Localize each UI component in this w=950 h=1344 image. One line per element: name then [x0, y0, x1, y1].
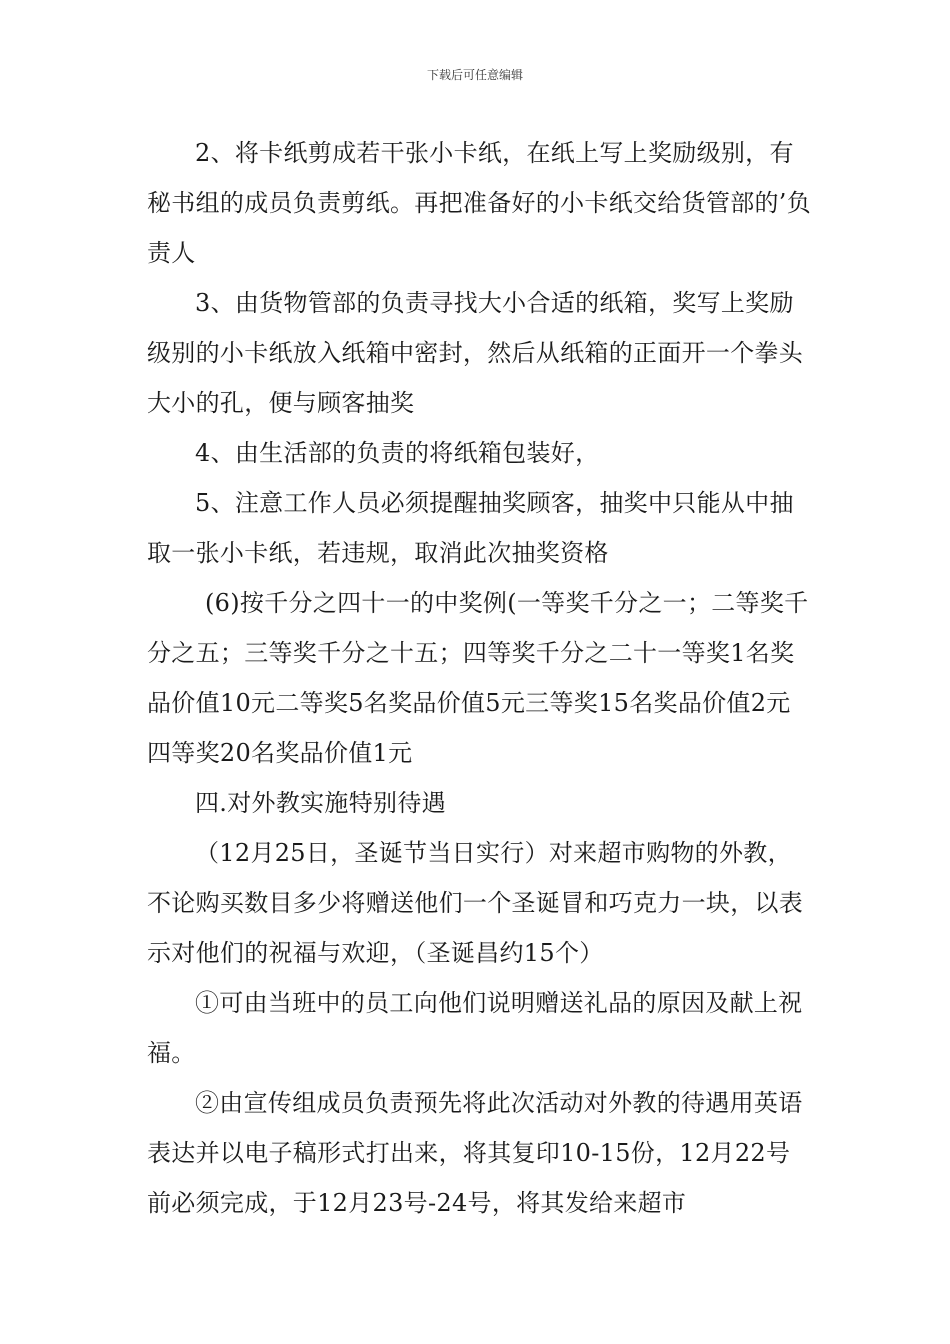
page-header: 下载后可任意编辑	[426, 68, 523, 82]
paragraph-note-2: ②由宣传组成员负责预先将此次活动对外教的待遇用英语表达并以电子稿形式打出来，将其复印10-15份，12月22号前必须完成，于12月23号-24号，将其发给来超市	[147, 1089, 803, 1217]
paragraph-foreign-teacher: （12月25日，圣诞节当日实行）对来超市购物的外教，不论购买数目多少将赠送他们一个圣诞冒和巧克力一块，以表示对他们的祝福与欢迎，（圣诞昌约15个）	[147, 839, 804, 967]
paragraph-note-1: ①可由当班中的员工向他们说明赠送礼品的原因及献上祝福。	[147, 989, 803, 1067]
paragraph-step-3: 3、由货物管部的负责寻找大小合适的纸箱，奖写上奖励级别的小卡纸放入纸箱中密封，然后从纸箱的正面开一个拳头大小的孔，便与顾客抽奖	[147, 289, 804, 417]
paragraph-step-4: 4、由生活部的负责的将纸箱包装好，	[195, 439, 600, 467]
paragraph-step-2: 2、将卡纸剪成若干张小卡纸，在纸上写上奖励级别，有秘书组的成员负责剪纸。再把准备好的小卡纸交给货管部的’负责人	[147, 139, 812, 267]
section-heading-4: 四.对外教实施特别待遇	[195, 789, 446, 817]
paragraph-step-5: 5、注意工作人员必须提醒抽奖顾客，抽奖中只能从中抽取一张小卡纸，若违规，取消此次抽奖资格	[147, 489, 794, 567]
document-body	[147, 128, 812, 1228]
paragraph-step-6: (6)按千分之四十一的中奖例(一等奖千分之一；二等奖千分之五；三等奖千分之十五；四等奖千分之二十一等奖1名奖品价值10元二等奖5名奖品价值5元三等奖15名奖品价值2元四等奖20名奖品价值1元	[147, 589, 809, 767]
